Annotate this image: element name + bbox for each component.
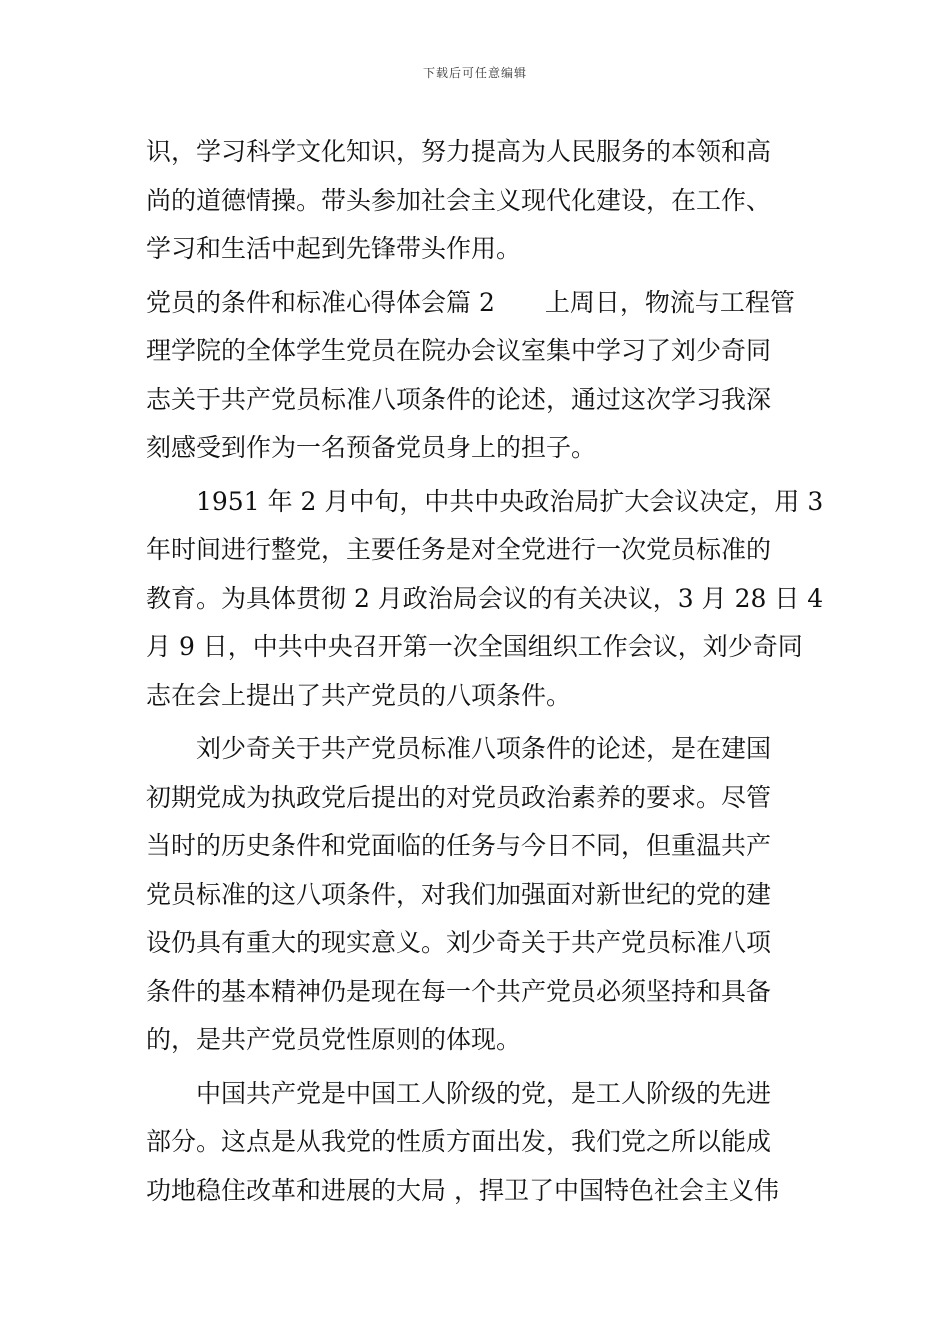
paragraph bbox=[146, 478, 824, 721]
text-line: 教育。为具体贯彻 2 月政治局会议的有关决议，3 月 28 日 4 bbox=[146, 583, 824, 613]
text-line: 党员的条件和标准心得体会篇 2 上周日，物流与工程管 bbox=[146, 287, 795, 317]
text-line: 党员标准的这八项条件，对我们加强面对新世纪的党的建 bbox=[146, 879, 772, 909]
text-line: 功地稳住改革和进展的大局 ，捍卫了中国特色社会主义伟 bbox=[146, 1175, 779, 1205]
text-line: 设仍具有重大的现实意义。刘少奇关于共产党员标准八项 bbox=[146, 928, 772, 957]
text-line: 月 9 日，中共中央召开第一次全国组织工作会议，刘少奇同 bbox=[146, 632, 803, 661]
text-line: 当时的历史条件和党面临的任务与今日不同，但重温共产 bbox=[146, 831, 772, 860]
text-line: 刘少奇关于共产党员标准八项条件的论述，是在建国 bbox=[196, 734, 772, 763]
text-line: 部分。这点是从我党的性质方面出发，我们党之所以能成 bbox=[146, 1127, 772, 1156]
text-line: 刻感受到作为一名预备党员身上的担子。 bbox=[146, 433, 597, 462]
text-line: 条件的基本精神仍是现在每一个共产党员必须坚持和具备 bbox=[146, 976, 772, 1006]
text-line: 识，学习科学文化知识，努力提高为人民服务的本领和高 bbox=[146, 137, 772, 166]
paragraph bbox=[146, 1070, 810, 1216]
paragraph bbox=[146, 725, 810, 1065]
text-line: 的，是共产党员党性原则的体现。 bbox=[146, 1025, 522, 1054]
text-line: 初期党成为执政党后提出的对党员政治素养的要求。尽管 bbox=[146, 782, 772, 812]
text-line: 1951 年 2 月中旬，中共中央政治局扩大会议决定，用 3 bbox=[196, 486, 824, 516]
paragraph bbox=[146, 128, 810, 274]
text-line: 志在会上提出了共产党员的八项条件。 bbox=[146, 680, 572, 710]
text-line: 志关于共产党员标准八项条件的论述，通过这次学习我深 bbox=[146, 384, 772, 414]
text-line: 学习和生活中起到先锋带头作用。 bbox=[146, 234, 522, 263]
text-line: 中国共产党是中国工人阶级的党，是工人阶级的先进 bbox=[196, 1078, 772, 1108]
paragraph bbox=[146, 279, 810, 473]
page-header: 下载后可任意编辑 bbox=[422, 66, 527, 80]
text-line: 年时间进行整党，主要任务是对全党进行一次党员标准的 bbox=[146, 535, 772, 564]
text-line: 尚的道德情操。带头参加社会主义现代化建设，在工作、 bbox=[146, 185, 772, 215]
document-body bbox=[146, 128, 824, 1215]
text-line: 理学院的全体学生党员在院办会议室集中学习了刘少奇同 bbox=[146, 336, 772, 365]
